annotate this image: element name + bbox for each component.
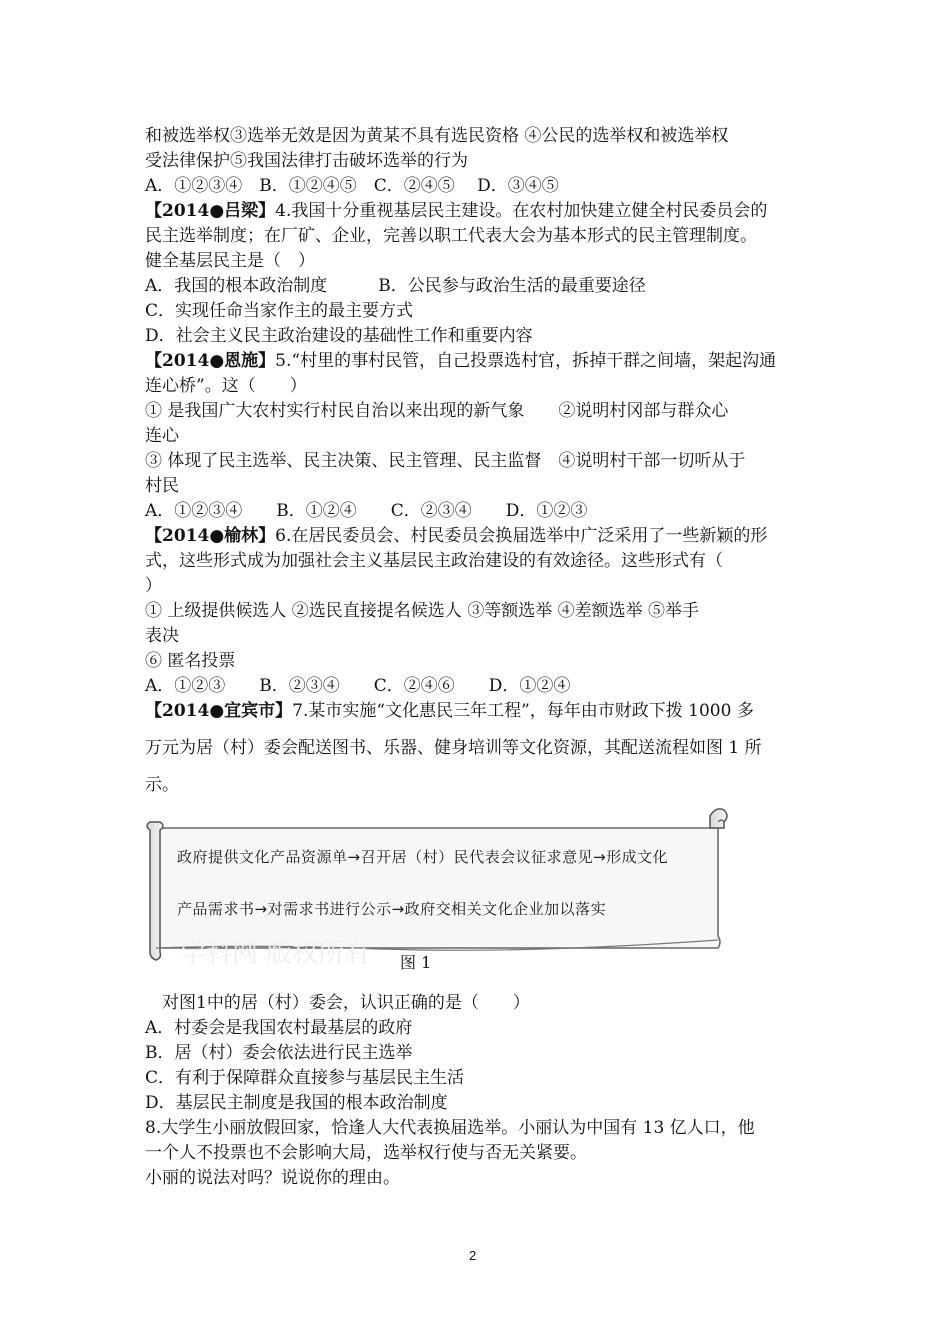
question-8: 8.大学生小丽放假回家，恰逢人大代表换届选举。小丽认为中国有 13 亿人口，他	[145, 1118, 755, 1138]
flow-text-line-1: 政府提供文化产品资源单→召开居（村）民代表会议征求意见→形成文化	[177, 848, 669, 866]
figure-caption: 图 1	[400, 953, 432, 972]
answer-option: C．有利于保障群众直接参与基层民主生活	[145, 1068, 465, 1088]
answer-option: D．社会主义民主政治建设的基础性工作和重要内容	[145, 326, 533, 346]
svg-text:学科网 版权所有: 学科网 版权所有	[180, 939, 371, 969]
text-line: 一个人不投票也不会影响大局，选举权行使与否无关紧要。	[145, 1143, 587, 1163]
text-line: ① 是我国广大农村实行村民自治以来出现的新气象 ②说明村冈部与群众心	[145, 401, 729, 421]
question-text: 5.“村里的事村民管，自己投票选村官，拆掉干群之间墙，架起沟通	[275, 351, 777, 371]
question-source-tag: 【2014●宜宾市】	[145, 701, 293, 721]
question-source-tag: 【2014●恩施】	[145, 351, 276, 371]
text-line: 表决	[145, 626, 179, 646]
answer-option: B．居（村）委会依法进行民主选举	[145, 1043, 413, 1063]
question-4	[145, 199, 815, 223]
question-source-tag: 【2014●吕梁】	[145, 201, 276, 221]
text-line: ⑥ 匿名投票	[145, 651, 236, 671]
question-text: 7.某市实施“文化惠民三年工程”，每年由市财政下拨 1000 多	[292, 701, 754, 721]
figure-1-scroll	[140, 802, 740, 972]
text-line: 式，这些形式成为加强社会主义基层民主政治建设的有效途径。这些形式有（	[145, 551, 723, 571]
answer-option: A．村委会是我国农村最基层的政府	[145, 1018, 413, 1038]
answer-options: A．①②③④ B．①②④⑤ C．②④⑤ D．③④⑤	[145, 176, 559, 196]
text-line: 健全基层民主是（ ）	[145, 251, 315, 271]
question-5	[145, 349, 815, 373]
text-line: 和被选举权③选举无效是因为黄某不具有选民资格 ④公民的选举权和被选举权	[145, 126, 729, 146]
text-line: 受法律保护⑤我国法律打击破坏选举的行为	[145, 151, 468, 171]
answer-options: A．①②③④ B．①②④ C．②③④ D．①②③	[145, 501, 588, 521]
text-line: 村民	[145, 476, 179, 496]
text-line: 小丽的说法对吗？说说你的理由。	[145, 1168, 400, 1188]
text-line: 示。	[145, 775, 179, 795]
question-7	[145, 699, 815, 723]
question-source-tag: 【2014●榆林】	[145, 526, 276, 546]
answer-option: D．基层民主制度是我国的根本政治制度	[145, 1093, 448, 1113]
text-line: 连心	[145, 426, 179, 446]
text-line: 万元为居（村）委会配送图书、乐器、健身培训等文化资源，其配送流程如图 1 所	[145, 738, 762, 758]
flow-text-line-2: 产品需求书→对需求书进行公示→政府交相关文化企业加以落实	[177, 900, 607, 918]
answer-option: C．实现任命当家作主的最主要方式	[145, 301, 414, 321]
question-6	[145, 524, 815, 548]
scroll-graphic	[140, 802, 740, 972]
text-line: ③ 体现了民主选举、民主决策、民主管理、民主监督 ④说明村干部一切听从于	[145, 451, 746, 471]
question-text: 4.我国十分重视基层民主建设。在农村加快建立健全村民委员会的	[275, 201, 768, 221]
text-line: 连心桥”。这（ ）	[145, 376, 307, 396]
answer-options: A．①②③ B．②③④ C．②④⑥ D．①②④	[145, 676, 571, 696]
question-text: 6.在居民委员会、村民委员会换届选举中广泛采用了一些新颖的形	[275, 526, 768, 546]
text-line: ）	[145, 576, 162, 596]
question-prompt: 对图1中的居（村）委会，认识正确的是（ ）	[145, 993, 530, 1013]
page-number: 2	[469, 1248, 477, 1263]
text-line: ① 上级提供候选人 ②选民直接提名候选人 ③等额选举 ④差额选举 ⑤举手	[145, 601, 700, 621]
text-line: 民主选举制度；在厂矿、企业，完善以职工代表大会为基本形式的民主管理制度。	[145, 226, 757, 246]
answer-options: A．我国的根本政治制度 B．公民参与政治生活的最重要途径	[145, 276, 646, 296]
